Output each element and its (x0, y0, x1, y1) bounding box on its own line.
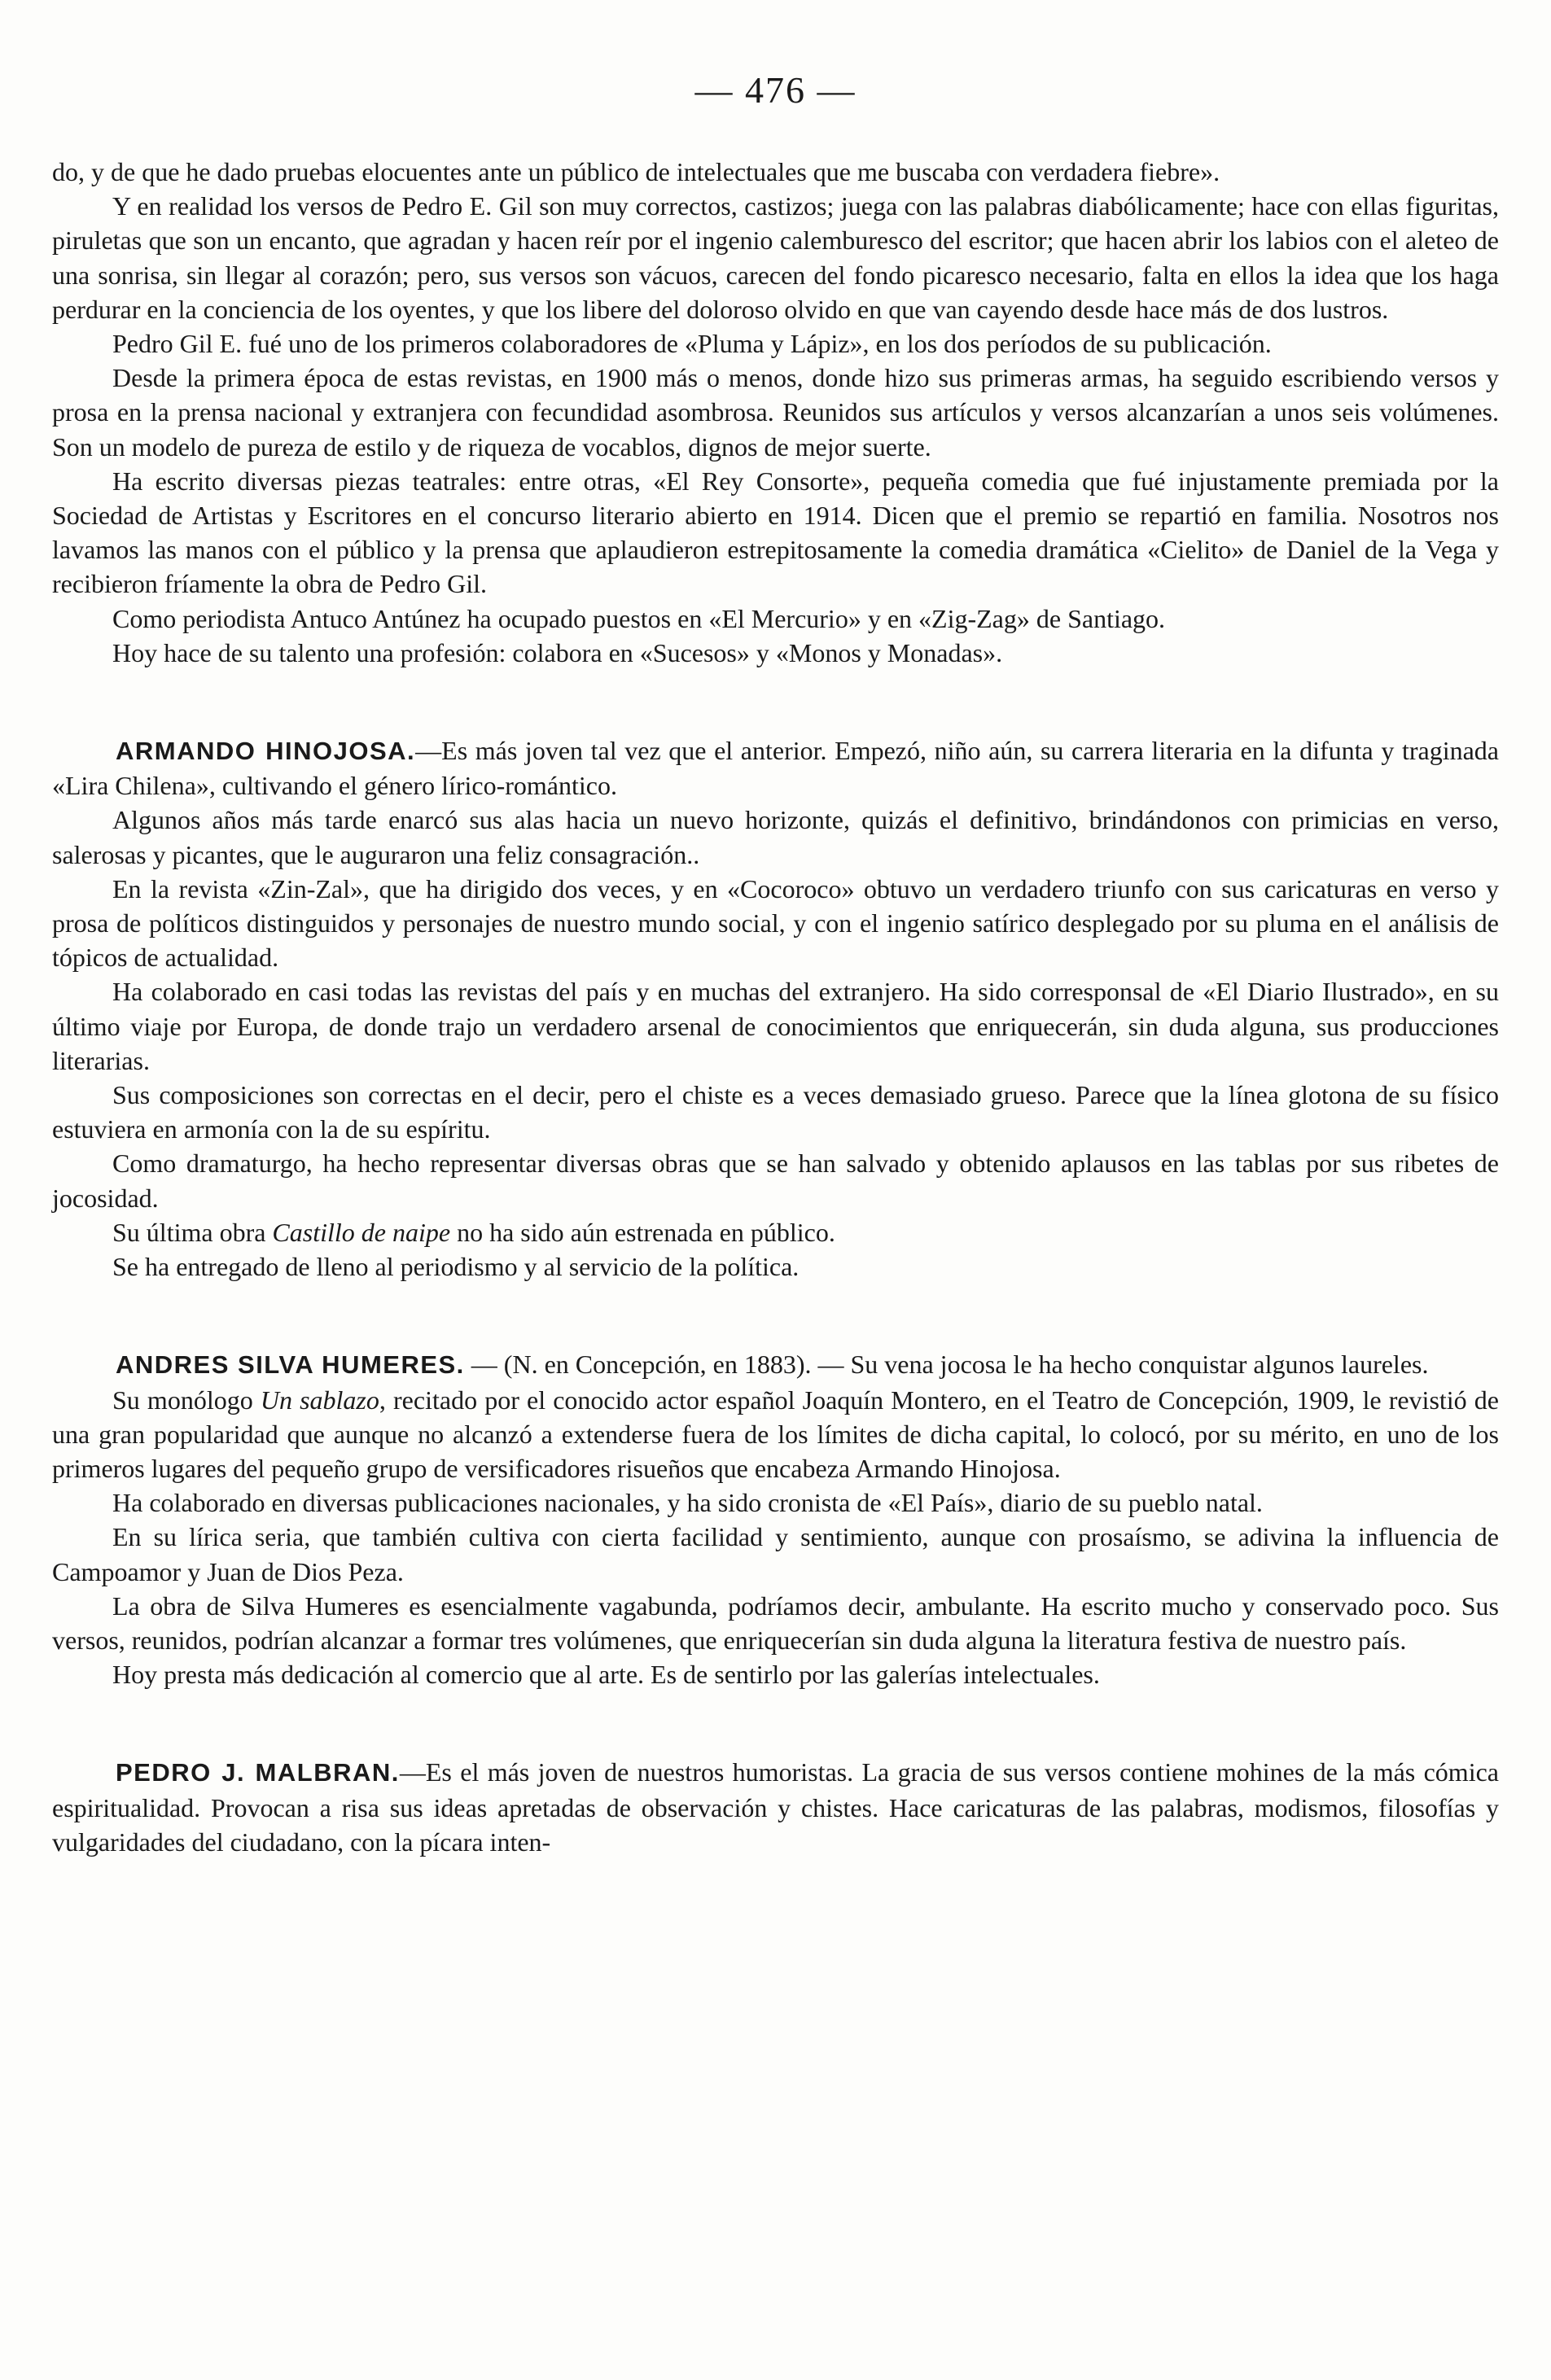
paragraph: En la revista «Zin-Zal», que ha dirigido dos veces, y en «Cocoroco» obtuvo un verdadero triunfo con sus caricaturas en verso y prosa de políticos distinguidos y personajes de nuestro mundo social, y con el ingenio satírico desplegado por su pluma en el análisis de tópicos de actualidad. (52, 873, 1499, 973)
paragraph: Ha colaborado en diversas publicaciones nacionales, y ha sido cronista de «El País», diario de su pueblo natal. (112, 1488, 1263, 1518)
page-number: — 476 — (694, 69, 857, 111)
paragraph: Desde la primera época de estas revistas, en 1900 más o menos, donde hizo sus primeras armas, ha seguido escribiendo versos y prosa en la prensa nacional y extranjera con fecundidad asombrosa. Reunidos sus artículos y versos alcanzarían a unos seis volúmenes. Son un modelo de pureza de estilo y de riqueza de vocablos, dignos de mejor suerte. (52, 363, 1499, 462)
paragraph: Como periodista Antuco Antúnez ha ocupado puestos en «El Mercurio» y en «Zig-Zag» de Santiago. (112, 603, 1166, 633)
paragraph: do, y de que he dado pruebas elocuentes ante un público de intelectuales que me buscaba con verdadera fiebre». (52, 157, 1220, 186)
paragraph: Algunos años más tarde enarcó sus alas hacia un nuevo horizonte, quizás el definitivo, brindándonos con primicias en verso, salerosas y picantes, que le auguraron una feliz consagración.. (52, 805, 1499, 869)
paragraph: La obra de Silva Humeres es esencialmente vagabunda, podríamos decir, ambulante. Ha escrito mucho y conservado poco. Sus versos, reunidos, podrían alcanzar a formar tres volúmenes, que enriquecerían sin duda alguna la literatura festiva de nuestro país. (52, 1590, 1499, 1655)
text-run: Su última obra (112, 1217, 273, 1247)
entry-lead-paragraph (52, 1755, 1499, 1859)
paragraph: Sus composiciones son correctas en el decir, pero el chiste es a veces demasiado grueso. Parece que la línea glotona de su físico estuviera en armonía con la de su espíritu. (52, 1080, 1499, 1144)
entry-lead-text: —Es más joven tal vez que el anterior. Empezó, niño aún, su carrera literaria en la difunta y traginada «Lira Chilena», cultivando el género lírico-romántico. (52, 736, 1500, 801)
text-run: no ha sido aún estrenada en público. (450, 1217, 835, 1247)
section-divider (52, 1284, 1499, 1347)
work-title: Castillo de naipe (272, 1217, 451, 1247)
author-name: ANDRES SILVA HUMERES. (116, 1350, 465, 1380)
text-run: Su monólogo (112, 1385, 261, 1415)
paragraph: Ha escrito diversas piezas teatrales: entre otras, «El Rey Consorte», pequeña comedia que fué injustamente premiada por la Sociedad de Artistas y Escritores en el concurso literario abierto en 1914. Dicen que el premio se repartió en familia. Nosotros nos lavamos las manos con el público y la prensa que aplaudieron estrepitosamente la comedia dramática «Cielito» de Daniel de la Vega y recibieron fríamente la obra de Pedro Gil. (52, 466, 1499, 599)
author-name: ARMANDO HINOJOSA. (116, 737, 416, 766)
paragraph: Pedro Gil E. fué uno de los primeros colaboradores de «Pluma y Lápiz», en los dos períodos de su publicación. (112, 329, 1272, 359)
paragraph (52, 1383, 1499, 1486)
entry-lead-paragraph (52, 1347, 1499, 1382)
entry-lead-text: — (N. en Concepción, en 1883). — Su vena jocosa le ha hecho conquistar algunos laureles. (464, 1350, 1429, 1380)
paragraph (52, 1215, 1499, 1249)
paragraph: Ha colaborado en casi todas las revistas del país y en muchas del extranjero. Ha sido corresponsal de «El Diario Ilustrado», en su último viaje por Europa, de donde trajo un verdadero arsenal de conocimientos que enriquecerán, sin duda alguna, sus producciones literarias. (52, 977, 1499, 1075)
paragraph: Como dramaturgo, ha hecho representar diversas obras que se han salvado y obtenido aplausos en las tablas por sus ribetes de jocosidad. (52, 1148, 1499, 1213)
page-body (52, 155, 1499, 1859)
paragraph: Hoy hace de su talento una profesión: colabora en «Sucesos» y «Monos y Monadas». (112, 637, 1003, 667)
paragraph: Hoy presta más dedicación al comercio que al arte. Es de sentirlo por las galerías intelectuales. (112, 1660, 1100, 1690)
section-divider (52, 1691, 1499, 1755)
work-title: Un sablazo (260, 1385, 379, 1415)
entry-lead-text: —Es el más joven de nuestros humoristas. La gracia de sus versos contiene mohines de la más cómica espiritualidad. Provocan a risa sus ideas apretadas de observación y chistes. Hace caricaturas de las palabras, modismos, filosofías y vulgaridades del ciudadano, con la pícara inten- (52, 1757, 1499, 1857)
text-run: , recitado por el conocido actor español Joaquín Montero, en el Teatro de Concepción, 1909, le revistió de una gran popularidad que aunque no alcanzó a extenderse fuera de los límites de dicha capital, lo colocó, por su mérito, en uno de los primeros lugares del pequeño grupo de versificadores risueños que encabeza Armando Hinojosa. (52, 1385, 1500, 1483)
paragraph: Se ha entregado de lleno al periodismo y al servicio de la política. (112, 1252, 800, 1282)
entry-lead-paragraph (52, 733, 1499, 803)
section-divider (52, 670, 1499, 733)
author-name: PEDRO J. MALBRAN. (116, 1758, 400, 1787)
paragraph: Y en realidad los versos de Pedro E. Gil son muy correctos, castizos; juega con las palabras diabólicamente; hace con ellas figuritas, piruletas que son un encanto, que agradan y hacen reír por el ingenio calemburesco del escritor; que hacen abrir los labios con el aleteo de una sonrisa, sin llegar al corazón; pero, sus versos son vácuos, carecen del fondo picaresco necesario, falta en ellos la idea que los haga perdurar en la conciencia de los oyentes, y que los libere del doloroso olvido en que van cayendo desde hace más de dos lustros. (52, 191, 1499, 324)
paragraph: En su lírica seria, que también cultiva con cierta facilidad y sentimiento, aunque con prosaísmo, se adivina la influencia de Campoamor y Juan de Dios Peza. (52, 1522, 1499, 1586)
